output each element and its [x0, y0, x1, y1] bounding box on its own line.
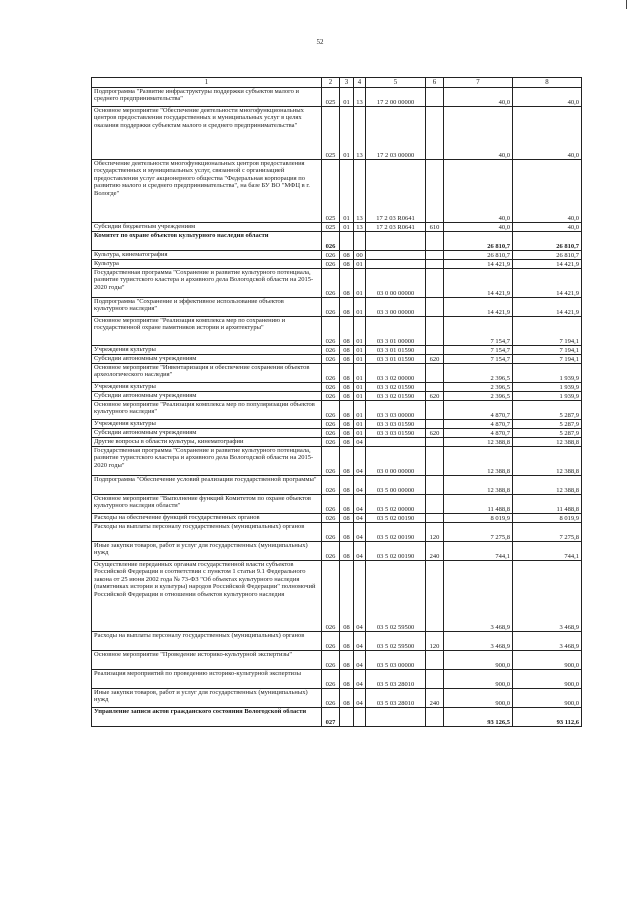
- code-ministry: 026: [322, 651, 340, 670]
- amount-year-1: 93 126,5: [444, 708, 513, 727]
- code-expense-type: [426, 401, 444, 420]
- code-expense-type: [426, 708, 444, 727]
- code-subsection: 04: [354, 651, 366, 670]
- table-row: [92, 689, 582, 708]
- code-ministry: 026: [322, 298, 340, 317]
- table-row: [92, 383, 582, 392]
- code-section: 08: [340, 495, 354, 514]
- amount-year-2: 14 421,9: [513, 260, 582, 269]
- amount-year-2: 744,1: [513, 542, 582, 561]
- table-row: [92, 251, 582, 260]
- table-row: [92, 269, 582, 298]
- table-row: [92, 88, 582, 107]
- code-subsection: 13: [354, 88, 366, 107]
- code-expense-type: [426, 346, 444, 355]
- code-ministry: 026: [322, 561, 340, 632]
- code-ministry: 026: [322, 401, 340, 420]
- code-expense-type: [426, 317, 444, 346]
- code-target: 17 2 03 R0641: [366, 223, 426, 232]
- code-ministry: 027: [322, 708, 340, 727]
- code-section: 08: [340, 670, 354, 689]
- row-name: Культура, кинематография: [92, 251, 322, 260]
- amount-year-2: 11 488,8: [513, 495, 582, 514]
- table-row: [92, 107, 582, 160]
- code-target: 03 5 02 00190: [366, 523, 426, 542]
- table-row: [92, 670, 582, 689]
- row-name: Подпрограмма "Сохранение и эффективное использование объектов культурного наследия": [92, 298, 322, 317]
- code-target: 03 3 00 00000: [366, 298, 426, 317]
- code-ministry: 026: [322, 542, 340, 561]
- amount-year-1: 40,0: [444, 160, 513, 223]
- row-name: Реализация мероприятий по проведению историко-культурной экспертизы: [92, 670, 322, 689]
- code-target: 03 0 00 00000: [366, 269, 426, 298]
- code-target: 03 5 00 00000: [366, 476, 426, 495]
- table-row: [92, 438, 582, 447]
- amount-year-1: 3 468,9: [444, 561, 513, 632]
- code-expense-type: [426, 88, 444, 107]
- code-section: 08: [340, 651, 354, 670]
- code-expense-type: [426, 269, 444, 298]
- code-section: 08: [340, 561, 354, 632]
- code-expense-type: [426, 364, 444, 383]
- code-target: [366, 260, 426, 269]
- amount-year-2: 40,0: [513, 223, 582, 232]
- page-number: 52: [316, 38, 324, 46]
- amount-year-1: 40,0: [444, 88, 513, 107]
- amount-year-1: 40,0: [444, 107, 513, 160]
- code-expense-type: [426, 107, 444, 160]
- code-expense-type: [426, 232, 444, 251]
- code-target: 03 3 03 00000: [366, 401, 426, 420]
- amount-year-2: 12 388,8: [513, 447, 582, 476]
- code-expense-type: [426, 383, 444, 392]
- amount-year-2: 40,0: [513, 107, 582, 160]
- code-subsection: 04: [354, 689, 366, 708]
- code-target: 03 3 01 01590: [366, 346, 426, 355]
- code-subsection: 01: [354, 429, 366, 438]
- code-section: 08: [340, 689, 354, 708]
- row-name: Подпрограмма "Обеспечение условий реализации государственной программы": [92, 476, 322, 495]
- code-subsection: 13: [354, 107, 366, 160]
- row-name: Учреждения культуры: [92, 383, 322, 392]
- amount-year-2: 900,0: [513, 651, 582, 670]
- code-subsection: 01: [354, 298, 366, 317]
- code-section: 08: [340, 429, 354, 438]
- code-section: 08: [340, 317, 354, 346]
- amount-year-1: 26 810,7: [444, 232, 513, 251]
- amount-year-1: 26 810,7: [444, 251, 513, 260]
- code-target: [366, 708, 426, 727]
- row-name: Государственная программа "Сохранение и развитие культурного потенциала, развитие туристского кластера и архивного дела Вологодской области на 2015-2020 годы": [92, 269, 322, 298]
- code-section: 08: [340, 298, 354, 317]
- code-expense-type: 240: [426, 689, 444, 708]
- code-target: [366, 438, 426, 447]
- code-target: 03 3 03 01590: [366, 429, 426, 438]
- code-section: 08: [340, 383, 354, 392]
- amount-year-1: 7 154,7: [444, 346, 513, 355]
- edge-mark: [626, 0, 627, 9]
- code-expense-type: [426, 495, 444, 514]
- table-row: [92, 651, 582, 670]
- code-expense-type: [426, 251, 444, 260]
- row-name: Субсидии автономным учреждениям: [92, 392, 322, 401]
- code-expense-type: [426, 260, 444, 269]
- code-subsection: 04: [354, 476, 366, 495]
- code-target: 17 2 00 00000: [366, 88, 426, 107]
- code-expense-type: 240: [426, 542, 444, 561]
- row-name: Учреждения культуры: [92, 346, 322, 355]
- col-header: 4: [354, 78, 366, 88]
- code-expense-type: 120: [426, 632, 444, 651]
- code-section: 08: [340, 447, 354, 476]
- code-ministry: 026: [322, 260, 340, 269]
- amount-year-1: 7 275,8: [444, 523, 513, 542]
- code-ministry: 026: [322, 251, 340, 260]
- amount-year-2: 26 810,7: [513, 232, 582, 251]
- code-section: 08: [340, 523, 354, 542]
- table-row: [92, 392, 582, 401]
- code-expense-type: [426, 160, 444, 223]
- code-target: 03 5 02 00000: [366, 495, 426, 514]
- code-section: 01: [340, 223, 354, 232]
- col-header: 7: [444, 78, 513, 88]
- code-target: 03 3 01 01590: [366, 355, 426, 364]
- amount-year-1: 40,0: [444, 223, 513, 232]
- table-row: [92, 420, 582, 429]
- code-ministry: 026: [322, 476, 340, 495]
- code-subsection: 04: [354, 561, 366, 632]
- amount-year-1: 744,1: [444, 542, 513, 561]
- amount-year-1: 7 154,7: [444, 317, 513, 346]
- table-row: [92, 355, 582, 364]
- code-target: 03 0 00 00000: [366, 447, 426, 476]
- code-target: 17 2 03 R0641: [366, 160, 426, 223]
- amount-year-1: 2 396,5: [444, 364, 513, 383]
- amount-year-2: 1 939,9: [513, 392, 582, 401]
- code-section: 08: [340, 542, 354, 561]
- amount-year-2: 8 019,9: [513, 514, 582, 523]
- row-name: Управление записи актов гражданского состояния Вологодской области: [92, 708, 322, 727]
- col-header: 3: [340, 78, 354, 88]
- code-expense-type: [426, 298, 444, 317]
- table-row: [92, 160, 582, 223]
- code-expense-type: [426, 670, 444, 689]
- amount-year-2: 40,0: [513, 88, 582, 107]
- code-expense-type: [426, 438, 444, 447]
- row-name: Другие вопросы в области культуры, кинематографии: [92, 438, 322, 447]
- code-subsection: 13: [354, 160, 366, 223]
- code-target: 03 5 02 59500: [366, 632, 426, 651]
- code-section: 08: [340, 364, 354, 383]
- code-subsection: 01: [354, 364, 366, 383]
- row-name: Расходы на выплаты персоналу государственных (муниципальных) органов: [92, 632, 322, 651]
- table-row: [92, 364, 582, 383]
- amount-year-1: 8 019,9: [444, 514, 513, 523]
- code-target: 03 3 01 00000: [366, 317, 426, 346]
- code-target: 03 3 02 00000: [366, 364, 426, 383]
- code-expense-type: [426, 447, 444, 476]
- code-target: 03 5 02 00190: [366, 514, 426, 523]
- code-ministry: 026: [322, 232, 340, 251]
- code-target: 03 5 03 28010: [366, 689, 426, 708]
- table-row: [92, 447, 582, 476]
- code-expense-type: [426, 561, 444, 632]
- budget-table: [91, 77, 582, 727]
- col-header: 1: [92, 78, 322, 88]
- code-section: 01: [340, 107, 354, 160]
- amount-year-1: 4 870,7: [444, 420, 513, 429]
- amount-year-2: 14 421,9: [513, 269, 582, 298]
- code-section: 08: [340, 438, 354, 447]
- code-section: 08: [340, 476, 354, 495]
- code-section: 08: [340, 401, 354, 420]
- table-row: [92, 542, 582, 561]
- code-ministry: 026: [322, 420, 340, 429]
- code-expense-type: [426, 514, 444, 523]
- col-header: 5: [366, 78, 426, 88]
- code-section: 01: [340, 88, 354, 107]
- code-subsection: 04: [354, 495, 366, 514]
- row-name: Подпрограмма "Развитие инфраструктуры поддержки субъектов малого и среднего предпринимательства": [92, 88, 322, 107]
- code-target: 03 3 03 01590: [366, 420, 426, 429]
- code-target: 03 5 02 00190: [366, 542, 426, 561]
- table-row: [92, 223, 582, 232]
- code-expense-type: [426, 476, 444, 495]
- code-section: 08: [340, 632, 354, 651]
- table-row: [92, 476, 582, 495]
- amount-year-2: 900,0: [513, 689, 582, 708]
- code-ministry: 026: [322, 269, 340, 298]
- table-row: [92, 514, 582, 523]
- code-subsection: 01: [354, 383, 366, 392]
- code-subsection: 13: [354, 223, 366, 232]
- table-row: [92, 523, 582, 542]
- code-target: 03 5 03 28010: [366, 670, 426, 689]
- row-name: Обеспечение деятельности многофункциональных центров предоставления государственных и муниципальных услуг, связанной с организацией предоставления услуг акционерного общества "Федеральная корпорация по развитию малого и среднего предпринимательства", на базе БУ ВО "МФЦ в г. Вологде": [92, 160, 322, 223]
- amount-year-1: 14 421,9: [444, 260, 513, 269]
- amount-year-2: 12 388,8: [513, 438, 582, 447]
- code-subsection: 04: [354, 670, 366, 689]
- code-subsection: 04: [354, 514, 366, 523]
- amount-year-1: 900,0: [444, 670, 513, 689]
- amount-year-2: 7 275,8: [513, 523, 582, 542]
- code-ministry: 026: [322, 632, 340, 651]
- row-name: Осуществление переданных органам государственной власти субъектов Российской Федерации в соответствии с пунктом 1 статьи 9.1 Федерального закона от 25 июня 2002 года № 73-ФЗ "Об объектах культурного наследия (памятниках истории и культуры) народов Российской Федерации" полномочий Российской Федерации в отношении объектов культурного наследия: [92, 561, 322, 632]
- code-ministry: 026: [322, 447, 340, 476]
- amount-year-2: 14 421,9: [513, 298, 582, 317]
- row-name: Государственная программа "Сохранение и развитие культурного потенциала, развитие туристского кластера и архивного дела Вологодской области на 2015-2020 годы": [92, 447, 322, 476]
- row-name: Основное мероприятие "Реализация комплекса мер по сохранению и государственной охране памятников истории и архитектуры": [92, 317, 322, 346]
- code-section: 08: [340, 251, 354, 260]
- row-name: Расходы на выплаты персоналу государственных (муниципальных) органов: [92, 523, 322, 542]
- amount-year-2: 7 194,1: [513, 355, 582, 364]
- header-row: [92, 78, 582, 88]
- row-name: Основное мероприятие "Выполнение функций Комитетом по охране объектов культурного наследия области": [92, 495, 322, 514]
- col-header: 2: [322, 78, 340, 88]
- code-subsection: 00: [354, 251, 366, 260]
- amount-year-1: 2 396,5: [444, 392, 513, 401]
- code-ministry: 026: [322, 346, 340, 355]
- row-name: Основное мероприятие "Обеспечение деятельности многофункциональных центров предоставления государственных и муниципальных услуг в целях оказания поддержки субъектам малого и среднего предпринимательства": [92, 107, 322, 160]
- table-row: [92, 561, 582, 632]
- code-subsection: 01: [354, 401, 366, 420]
- amount-year-2: 7 194,1: [513, 346, 582, 355]
- row-name: Субсидии автономным учреждениям: [92, 355, 322, 364]
- row-name: Основное мероприятие "Реализация комплекса мер по популяризации объектов культурного наследия": [92, 401, 322, 420]
- code-subsection: 04: [354, 542, 366, 561]
- code-ministry: 025: [322, 223, 340, 232]
- row-name: Культура: [92, 260, 322, 269]
- code-target: 17 2 03 00000: [366, 107, 426, 160]
- table-row: [92, 495, 582, 514]
- row-name: Комитет по охране объектов культурного наследия области: [92, 232, 322, 251]
- code-ministry: 026: [322, 670, 340, 689]
- amount-year-1: 12 388,8: [444, 447, 513, 476]
- code-section: 08: [340, 346, 354, 355]
- code-subsection: 04: [354, 523, 366, 542]
- code-ministry: 026: [322, 383, 340, 392]
- code-ministry: 026: [322, 317, 340, 346]
- code-expense-type: [426, 420, 444, 429]
- code-target: 03 5 02 59500: [366, 561, 426, 632]
- code-subsection: 04: [354, 632, 366, 651]
- amount-year-1: 12 388,8: [444, 476, 513, 495]
- code-expense-type: 620: [426, 392, 444, 401]
- code-section: [340, 708, 354, 727]
- code-ministry: 026: [322, 355, 340, 364]
- row-name: Субсидии бюджетным учреждениям: [92, 223, 322, 232]
- amount-year-2: 5 287,9: [513, 429, 582, 438]
- amount-year-1: 14 421,9: [444, 298, 513, 317]
- code-section: 08: [340, 269, 354, 298]
- code-ministry: 025: [322, 107, 340, 160]
- code-expense-type: 620: [426, 429, 444, 438]
- table-row: [92, 298, 582, 317]
- amount-year-2: 93 112,6: [513, 708, 582, 727]
- code-ministry: 026: [322, 364, 340, 383]
- table-row: [92, 260, 582, 269]
- code-subsection: 01: [354, 355, 366, 364]
- code-section: 08: [340, 514, 354, 523]
- row-name: Иные закупки товаров, работ и услуг для государственных (муниципальных) нужд: [92, 689, 322, 708]
- code-subsection: [354, 708, 366, 727]
- amount-year-2: 3 468,9: [513, 632, 582, 651]
- code-ministry: 026: [322, 392, 340, 401]
- code-ministry: 026: [322, 438, 340, 447]
- code-subsection: 01: [354, 392, 366, 401]
- code-section: 08: [340, 355, 354, 364]
- code-ministry: 026: [322, 495, 340, 514]
- amount-year-2: 5 287,9: [513, 420, 582, 429]
- code-ministry: 026: [322, 514, 340, 523]
- amount-year-2: 40,0: [513, 160, 582, 223]
- table-row: [92, 708, 582, 727]
- code-ministry: 025: [322, 160, 340, 223]
- code-subsection: 01: [354, 317, 366, 346]
- code-section: [340, 232, 354, 251]
- amount-year-2: 1 939,9: [513, 383, 582, 392]
- amount-year-2: 1 939,9: [513, 364, 582, 383]
- amount-year-2: 3 468,9: [513, 561, 582, 632]
- row-name: Основное мероприятие "Инвентаризация и обеспечение сохранения объектов археологического наследия": [92, 364, 322, 383]
- row-name: Иные закупки товаров, работ и услуг для государственных (муниципальных) нужд: [92, 542, 322, 561]
- code-expense-type: 120: [426, 523, 444, 542]
- row-name: Основное мероприятие "Проведение историко-культурной экспертизы": [92, 651, 322, 670]
- amount-year-2: 5 287,9: [513, 401, 582, 420]
- table-row: [92, 346, 582, 355]
- table-row: [92, 232, 582, 251]
- amount-year-1: 3 468,9: [444, 632, 513, 651]
- amount-year-1: 900,0: [444, 651, 513, 670]
- amount-year-2: 12 388,8: [513, 476, 582, 495]
- amount-year-1: 12 388,8: [444, 438, 513, 447]
- code-section: 08: [340, 260, 354, 269]
- code-target: 03 3 02 01590: [366, 383, 426, 392]
- code-ministry: 025: [322, 88, 340, 107]
- code-subsection: 01: [354, 420, 366, 429]
- amount-year-2: 26 810,7: [513, 251, 582, 260]
- code-expense-type: 610: [426, 223, 444, 232]
- code-subsection: 04: [354, 438, 366, 447]
- code-subsection: 01: [354, 260, 366, 269]
- table-row: [92, 632, 582, 651]
- code-target: [366, 251, 426, 260]
- row-name: Субсидии автономным учреждениям: [92, 429, 322, 438]
- col-header: 6: [426, 78, 444, 88]
- code-target: 03 3 02 01590: [366, 392, 426, 401]
- code-target: [366, 232, 426, 251]
- table-row: [92, 317, 582, 346]
- amount-year-1: 14 421,9: [444, 269, 513, 298]
- col-header: 8: [513, 78, 582, 88]
- amount-year-1: 4 870,7: [444, 429, 513, 438]
- amount-year-1: 900,0: [444, 689, 513, 708]
- amount-year-1: 4 870,7: [444, 401, 513, 420]
- code-subsection: [354, 232, 366, 251]
- amount-year-2: 7 194,1: [513, 317, 582, 346]
- code-section: 08: [340, 420, 354, 429]
- code-section: 01: [340, 160, 354, 223]
- code-expense-type: [426, 651, 444, 670]
- amount-year-1: 11 488,8: [444, 495, 513, 514]
- table-body: [92, 88, 582, 727]
- table-row: [92, 429, 582, 438]
- code-ministry: 026: [322, 689, 340, 708]
- code-subsection: 01: [354, 346, 366, 355]
- table-row: [92, 401, 582, 420]
- amount-year-1: 7 154,7: [444, 355, 513, 364]
- code-target: 03 5 03 00000: [366, 651, 426, 670]
- amount-year-1: 2 396,5: [444, 383, 513, 392]
- row-name: Расходы на обеспечение функций государственных органов: [92, 514, 322, 523]
- code-ministry: 026: [322, 523, 340, 542]
- code-subsection: 01: [354, 269, 366, 298]
- code-section: 08: [340, 392, 354, 401]
- code-ministry: 026: [322, 429, 340, 438]
- amount-year-2: 900,0: [513, 670, 582, 689]
- code-subsection: 04: [354, 447, 366, 476]
- row-name: Учреждения культуры: [92, 420, 322, 429]
- code-expense-type: 620: [426, 355, 444, 364]
